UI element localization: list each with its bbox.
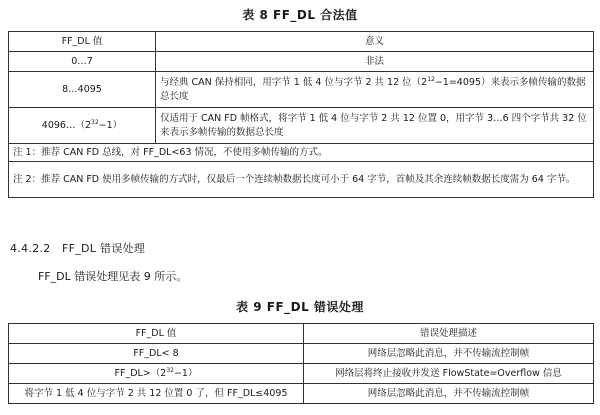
table8-header-value: FF_DL 值 [9,32,156,52]
table9-row2-value [9,364,304,384]
table8-header-row [9,32,594,52]
section-number: 4.4.2.2 [10,242,51,255]
table8-row2-meaning [156,72,594,108]
table9-header-row [9,324,594,344]
table8-row1-value: 0…7 [9,52,156,72]
table8-row3-value [9,108,156,144]
table9-header-desc: 错误处理描述 [304,324,594,344]
table9-row1-value: FF_DL< 8 [9,344,304,364]
table9-caption: 表 9 FF_DL 错误处理 [236,300,364,314]
table9-row3-desc: 网络层忽略此消息，并不传输流控制帧 [304,384,594,404]
table8-caption: 表 8 FF_DL 合法值 [242,8,358,22]
section-heading [10,240,145,256]
table-row [9,384,594,404]
table8-row2-meaning-sup: 12 [427,75,435,83]
table-row [9,72,594,108]
table9-row2-value-sup: 32 [166,366,174,374]
table9-header-value: FF_DL 值 [9,324,304,344]
table-row [9,52,594,72]
table8-header-meaning: 意义 [156,32,594,52]
table8-note1-row [9,144,594,162]
table8-row2-meaning-post: −1=4095）来表示多帧传输的数据总长度 [160,76,586,102]
table8-row3-value-post: −1） [98,119,123,131]
table-row [9,108,594,144]
section-title: FF_DL 错误处理 [61,242,146,255]
table8 [8,31,594,198]
table8-note2-text: 注 2：推荐 CAN FD 使用多帧传输的方式时，仅最后一个连续帧数据长度可小于 64 字节，首帧及其余连续帧数据长度需为 64 字节。 [13,173,576,185]
table8-row1-meaning: 非法 [156,52,594,72]
table8-note1: 注 1：推荐 CAN FD 总线，对 FF_DL<63 情况，不使用多帧传输的方式。 [9,144,594,162]
table9-row1-desc: 网络层忽略此消息，并不传输流控制帧 [304,344,594,364]
section-body: FF_DL 错误处理见表 9 所示。 [38,270,188,283]
table8-row3-meaning: 仅适用于 CAN FD 帧格式，将字节 1 低 4 位与字节 2 共 12 位置 0，用字节 3…6 四个字节共 32 位来表示多帧传输的数据总长度 [156,108,594,144]
table8-note2-row [9,162,594,198]
table8-note2 [9,162,594,198]
table9-row2-desc: 网络层将终止接收并发送 FlowState=Overflow 信息 [304,364,594,384]
table8-row3-value-pre: 4096…（2 [41,119,92,131]
table8-row2-meaning-pre: 与经典 CAN 保持相同，用字节 1 低 4 位与字节 2 共 12 位（2 [160,76,428,88]
table-row [9,344,594,364]
table9 [8,323,594,404]
table9-row3-value: 将字节 1 低 4 位与字节 2 共 12 位置 0 了，但 FF_DL≤4095 [9,384,304,404]
table8-row2-value: 8…4095 [9,72,156,108]
table9-row2-value-pre: FF_DL>（2 [114,367,167,379]
table8-row3-value-sup: 32 [91,118,99,126]
table-row [9,364,594,384]
table9-row2-value-post: −1） [173,367,198,379]
